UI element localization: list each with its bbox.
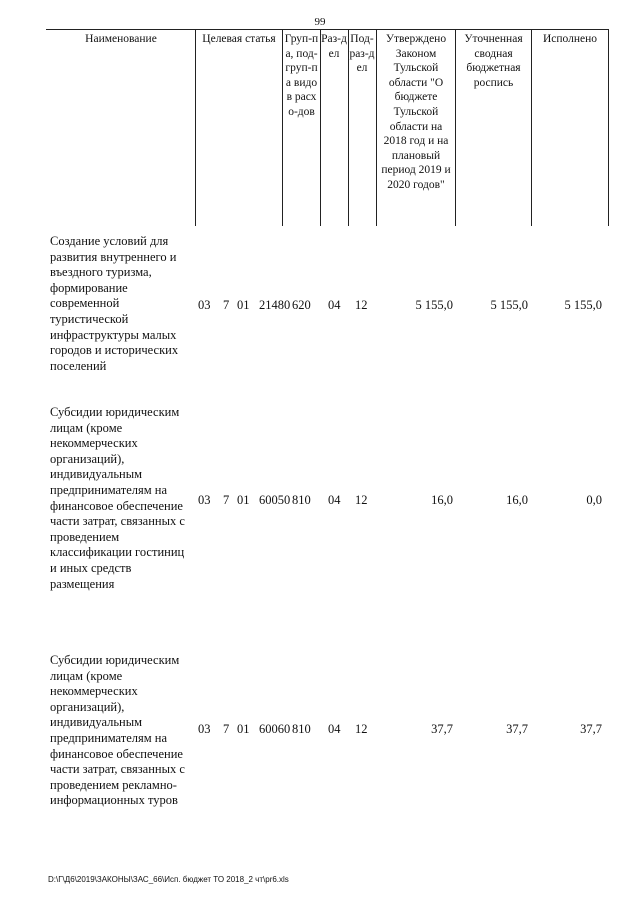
header-divider	[282, 29, 283, 226]
target-part: 7	[223, 298, 230, 312]
target-part: 03	[198, 493, 211, 507]
header-target: Целевая статья	[202, 33, 276, 45]
header-divider	[376, 29, 377, 226]
executed-value: 0,0	[586, 493, 602, 507]
file-path-footer: D:\Г\Д6\2019\ЗАКОНЫ\ЗАС_66\Исп. бюджет ТО 2018_2 чт\pr6.xls	[48, 875, 289, 884]
section-code: 04	[328, 722, 341, 736]
refined-value: 16,0	[506, 493, 528, 507]
section-code: 04	[328, 493, 341, 507]
target-part: 01	[237, 298, 250, 312]
header-name: Наименование	[85, 33, 157, 45]
header-divider	[195, 29, 196, 226]
approved-value: 37,7	[431, 722, 453, 736]
approved-value: 16,0	[431, 493, 453, 507]
page-number: 99	[314, 16, 326, 28]
header-top-border	[46, 29, 608, 30]
target-part: 60060	[259, 722, 291, 736]
header-group: Груп-па, под-груп-па видов расхо-дов	[284, 33, 319, 118]
target-part: 03	[198, 298, 211, 312]
header-approved: Утверждено Законом Тульской области "О бюджете Тульской области на 2018 год и на плановый период 2019 и 2020 годов"	[381, 33, 451, 191]
header-executed: Исполнено	[542, 33, 598, 45]
group-code: 810	[292, 722, 311, 736]
target-part: 01	[237, 722, 250, 736]
header-divider	[455, 29, 456, 226]
target-part: 01	[237, 493, 250, 507]
header-divider	[608, 29, 609, 226]
refined-value: 5 155,0	[490, 298, 528, 312]
refined-value: 37,7	[506, 722, 528, 736]
row-name: Субсидии юридическим лицам (кроме некоммерческих организаций), индивидуальным предпринимателям на финансовое обеспечение части затрат, связанных с проведением рекламно-информационных туров	[50, 653, 185, 808]
header-subsection: Под-раз-дел	[349, 33, 375, 75]
subsection-code: 12	[355, 722, 368, 736]
row-name: Создание условий для развития внутреннего и въездного туризма, формирование современной туристической инфраструктуры малых городов и исторических поселений	[50, 234, 179, 373]
subsection-code: 12	[355, 298, 368, 312]
target-part: 7	[223, 493, 230, 507]
target-part: 03	[198, 722, 211, 736]
target-part: 21480	[259, 298, 291, 312]
executed-value: 37,7	[580, 722, 602, 736]
group-code: 620	[292, 298, 311, 312]
header-refined: Уточненная сводная бюджетная роспись	[464, 33, 523, 89]
executed-value: 5 155,0	[564, 298, 602, 312]
section-code: 04	[328, 298, 341, 312]
header-section: Раз-дел	[321, 33, 347, 60]
target-part: 60050	[259, 493, 291, 507]
target-part: 7	[223, 722, 230, 736]
header-divider	[531, 29, 532, 226]
subsection-code: 12	[355, 493, 368, 507]
row-name: Субсидии юридическим лицам (кроме некоммерческих организаций), индивидуальным предпринимателям на финансовое обеспечение части затрат, связанных с проведением классификации гостиниц и иных средств размещения	[50, 405, 185, 591]
approved-value: 5 155,0	[415, 298, 453, 312]
group-code: 810	[292, 493, 311, 507]
